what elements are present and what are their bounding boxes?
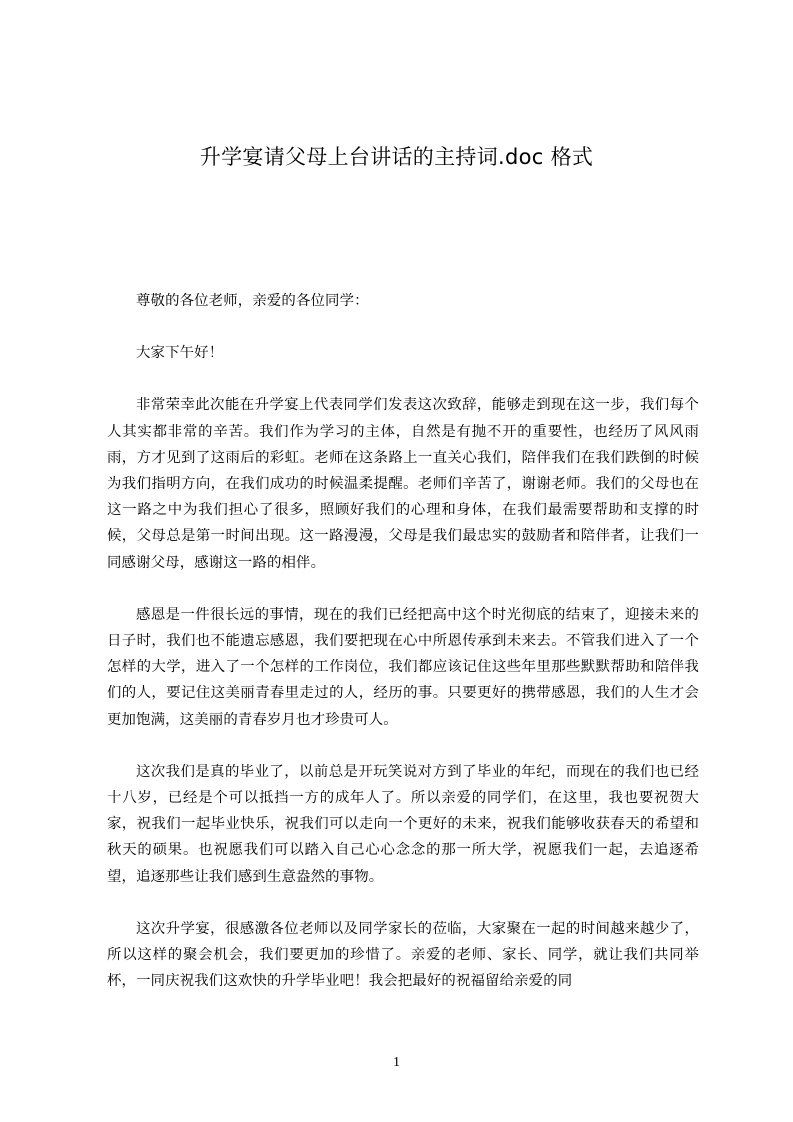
- greeting-paragraph: 大家下午好！: [136, 345, 224, 362]
- document-body: [107, 288, 699, 1020]
- body-paragraph-gratitude: 非常荣幸此次能在升学宴上代表同学们发表这次致辞，能够走到现在这一步，我们每个人其实都非常的辛苦。我们作为学习的主体，自然是有抛不开的重要性，也经历了风风雨雨，方才见到了这雨后的彩虹。老师在这条路上一直关心我们，陪伴我们在我们跌倒的时候为我们指明方向，在我们成功的时候温柔提醒。老师们辛苦了，谢谢老师。我们的父母也在这一路之中为我们担心了很多，照顾好我们的心理和身体，在我们最需要帮助和支撑的时候，父母总是第一时间出现。这一路漫漫，父母是我们最忠实的鼓励者和陪伴者，让我们一同感谢父母，感谢这一路的相伴。: [107, 397, 699, 571]
- body-paragraph-thankfulness: 感恩是一件很长远的事情，现在的我们已经把高中这个时光彻底的结束了，迎接未来的日子时，我们也不能遗忘感恩，我们要把现在心中所恩传承到未来去。不管我们进入了一个怎样的大学，进入了一个怎样的工作岗位，我们都应该记住这些年里那些默默帮助和陪伴我们的人，要记住这美丽青春里走过的人，经历的事。只要更好的携带感恩，我们的人生才会更加饱满，这美丽的青春岁月也才珍贵可人。: [107, 606, 699, 728]
- body-paragraph-graduation: 这次我们是真的毕业了，以前总是开玩笑说对方到了毕业的年纪，而现在的我们也已经十八岁，已经是个可以抵挡一方的成年人了。所以亲爱的同学们，在这里，我也要祝贺大家，祝我们一起毕业快乐，祝我们可以走向一个更好的未来，祝我们能够收获春天的希望和秋天的硕果。也祝愿我们可以踏入自己心心念念的那一所大学，祝愿我们一起，去追逐希望，追逐那些让我们感到生意盎然的事物。: [107, 763, 699, 885]
- body-paragraph-celebration: 这次升学宴，很感激各位老师以及同学家长的莅临，大家聚在一起的时间越来越少了，所以这样的聚会机会，我们要更加的珍惜了。亲爱的老师、家长、同学，就让我们共同举杯，一同庆祝我们这欢快的升学毕业吧！我会把最好的祝福留给亲爱的同: [107, 920, 699, 990]
- document-title: 升学宴请父母上台讲话的主持词.doc 格式: [199, 145, 594, 169]
- salutation-paragraph: 尊敬的各位老师，亲爱的各位同学：: [136, 293, 369, 309]
- page-number: 1: [393, 1055, 400, 1070]
